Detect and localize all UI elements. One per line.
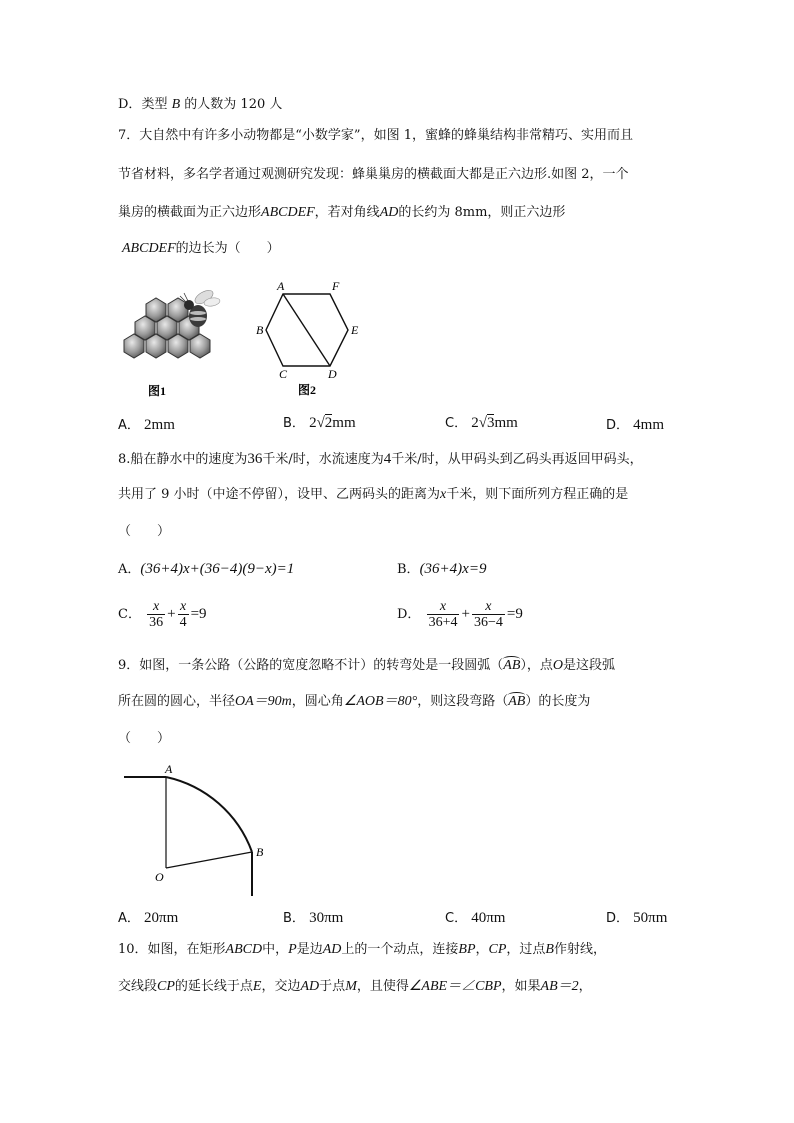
figure-2-caption: 图2 bbox=[298, 383, 317, 397]
road-arc-ab bbox=[166, 777, 252, 852]
q8-option-b[interactable]: B．(36+4)x=9 bbox=[397, 561, 487, 577]
q6-option-d: D．类型 B 的人数为 120 人 bbox=[118, 97, 283, 112]
q7-line-1: 7．大自然中有许多小动物都是“小数学家”，如图 1，蜜蜂的蜂巢结构非常精巧、实用而且 bbox=[118, 128, 633, 143]
q8-option-a[interactable]: A．(36+4)x+(36−4)(9−x)=1 bbox=[118, 561, 295, 577]
q7-line-3: 巢房的横截面为正六边形ABCDEF，若对角线AD的长约为 8mm，则正六边形 bbox=[118, 205, 566, 220]
q7-option-a[interactable]: A． 2mm bbox=[118, 417, 175, 433]
diagonal-ad bbox=[283, 294, 330, 366]
vertex-label-e: E bbox=[351, 323, 359, 337]
figure-1-caption: 图1 bbox=[148, 384, 167, 398]
vertex-label-a: A bbox=[277, 279, 285, 293]
q8-line-2: 共用了 9 小时（中途不停留），设甲、乙两码头的距离为x千米，则下面所列方程正确的是 bbox=[118, 487, 629, 502]
sqrt-sign: √ bbox=[316, 415, 325, 431]
q8-option-d[interactable]: D． $\frac{x}{36+4}$ + $\frac{x}{36-4}$ =9 bbox=[397, 599, 523, 630]
hexagon-figure bbox=[250, 278, 370, 400]
q8-line-1: 8.船在静水中的速度为36千米/时，水流速度为4千米/时，从甲码头到乙码头再返回甲码头， bbox=[118, 451, 643, 467]
q10-line-1: 10．如图，在矩形ABCD中，P是边AD上的一个动点，连接BP，CP，过点B作射线， bbox=[118, 942, 606, 957]
road-arc-figure bbox=[118, 760, 278, 900]
q7-option-d[interactable]: D． 4mm bbox=[606, 417, 664, 433]
vertex-label-d: D bbox=[328, 367, 337, 381]
radius-ob bbox=[166, 852, 252, 868]
q9-option-a[interactable]: A． 20πm bbox=[118, 910, 179, 926]
q9-line-1: 9．如图，一条公路（公路的宽度忽略不计）的转弯处是一段圆弧（AB），点O是这段弧 bbox=[118, 658, 616, 673]
q9-option-d[interactable]: D． 50πm bbox=[606, 910, 668, 926]
q8-line-3: （ ） bbox=[118, 524, 171, 539]
arc-ab-label: AB bbox=[503, 658, 521, 673]
q8-option-c[interactable]: C． $\frac{x}{36}$ + $\frac{x}{4}$ =9 bbox=[118, 599, 207, 630]
vertex-label-b: B bbox=[256, 323, 264, 337]
q7-option-b[interactable]: B． 2√2mm bbox=[283, 415, 356, 431]
vertex-label-f: F bbox=[332, 279, 340, 293]
arc-ab-label: AB bbox=[508, 694, 526, 709]
q9-option-c[interactable]: C． 40πm bbox=[445, 910, 506, 926]
q9-line-2: 所在圆的圆心，半径OA＝90m，圆心角∠AOB＝80°，则这段弯路（AB）的长度为 bbox=[118, 694, 591, 709]
q7-line-2: 节省材料，多名学者通过观测研究发现：蜂巢巢房的横截面大都是正六边形.如图 2，一个 bbox=[118, 167, 629, 182]
fraction: $\frac{x}{4}$ bbox=[179, 599, 187, 630]
q7-option-c[interactable]: C． 2√3mm bbox=[445, 415, 518, 431]
sqrt-sign: √ bbox=[478, 415, 487, 431]
point-label-b: B bbox=[256, 845, 264, 859]
q9-line-3: （ ） bbox=[118, 731, 171, 746]
fraction: $\frac{x}{36-4}$ bbox=[473, 599, 503, 630]
point-label-a: A bbox=[165, 762, 173, 776]
q9-option-b[interactable]: B． 30πm bbox=[283, 910, 344, 926]
q6-option-d-label: D． bbox=[118, 97, 142, 112]
q10-line-2: 交线段CP的延长线于点E，交边AD于点M，且使得∠ABE＝∠CBP，如果AB＝2， bbox=[118, 979, 592, 994]
honeycomb-bee-figure bbox=[118, 280, 230, 402]
point-label-o: O bbox=[155, 870, 164, 884]
vertex-label-c: C bbox=[279, 367, 288, 381]
q7-line-4: ABCDEF的边长为（ ） bbox=[122, 241, 280, 256]
fraction: $\frac{x}{36}$ bbox=[149, 599, 164, 630]
fraction: $\frac{x}{36+4}$ bbox=[428, 599, 458, 630]
